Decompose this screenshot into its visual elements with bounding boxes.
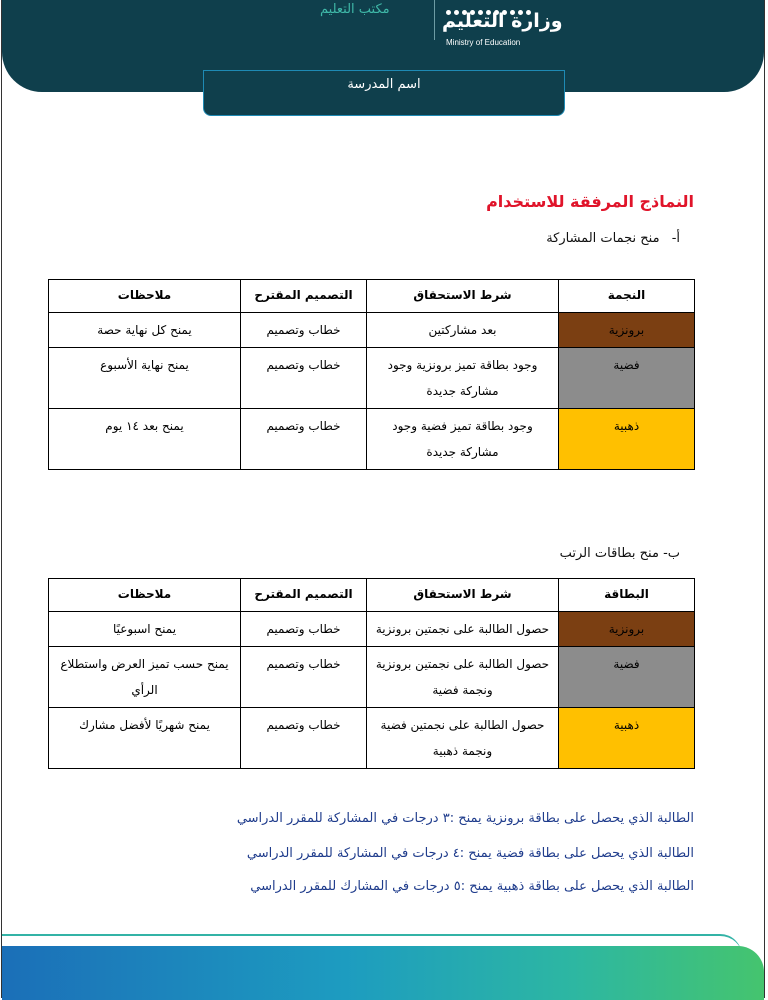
section-a-heading xyxy=(546,231,680,246)
header-cell: شرط الاستحقاق xyxy=(367,579,559,612)
condition-cell: بعد مشاركتين xyxy=(367,313,559,348)
level-cell-bronze: برونزية xyxy=(559,313,695,348)
table-row xyxy=(49,348,695,409)
header-cell: ملاحظات xyxy=(49,579,241,612)
design-cell: خطاب وتصميم xyxy=(241,708,367,769)
header-cell: التصميم المقترح xyxy=(241,280,367,313)
design-cell: خطاب وتصميم xyxy=(241,612,367,647)
ministry-logo-english: Ministry of Education xyxy=(446,38,521,47)
notes-cell: يمنح بعد ١٤ يوم xyxy=(49,409,241,470)
level-cell-silver: فضية xyxy=(559,348,695,409)
notes-cell: يمنح نهاية الأسبوع xyxy=(49,348,241,409)
condition-cell: وجود بطاقة تميز فضية وجود مشاركة جديدة xyxy=(367,409,559,470)
grade-note-gold: الطالبة الذي يحصل على بطاقة ذهبية يمنح :٥ درجات في المشارك للمقرر الدراسي xyxy=(250,879,694,894)
header-cell: شرط الاستحقاق xyxy=(367,280,559,313)
design-cell: خطاب وتصميم xyxy=(241,409,367,470)
header-cell: البطاقة xyxy=(559,579,695,612)
notes-cell: يمنح حسب تميز العرض واستطلاع الرأي xyxy=(49,647,241,708)
logo-divider xyxy=(434,0,435,40)
table-row xyxy=(49,612,695,647)
grade-note-bronze: الطالبة الذي يحصل على بطاقة برونزية يمنح :٣ درجات في المشاركة للمقرر الدراسي xyxy=(236,811,694,826)
table-header-row xyxy=(49,579,695,612)
section-a-title: منح نجمات المشاركة xyxy=(546,231,660,246)
department-name: مكتب التعليم xyxy=(320,2,390,17)
ministry-logo-text: وزارة التعليم xyxy=(442,10,563,32)
page-title: النماذج المرفقة للاستخدام xyxy=(486,192,694,211)
school-name-box xyxy=(203,70,565,116)
notes-cell: يمنح اسبوعيًا xyxy=(49,612,241,647)
cards-table xyxy=(48,578,695,769)
level-cell-bronze: برونزية xyxy=(559,612,695,647)
logo-dots-icon xyxy=(446,0,538,6)
notes-cell: يمنح شهريًا لأفضل مشارك xyxy=(49,708,241,769)
notes-cell: يمنح كل نهاية حصة xyxy=(49,313,241,348)
header-cell: النجمة xyxy=(559,280,695,313)
table-header-row xyxy=(49,280,695,313)
header-cell: ملاحظات xyxy=(49,280,241,313)
table-row xyxy=(49,409,695,470)
design-cell: خطاب وتصميم xyxy=(241,348,367,409)
condition-cell: حصول الطالبة على نجمتين برونزية xyxy=(367,612,559,647)
table-row xyxy=(49,313,695,348)
footer-band xyxy=(2,946,764,1000)
design-cell: خطاب وتصميم xyxy=(241,313,367,348)
condition-cell: حصول الطالبة على نجمتين برونزية ونجمة فضية xyxy=(367,647,559,708)
level-cell-silver: فضية xyxy=(559,647,695,708)
section-b-heading: ب- منح بطاقات الرتب xyxy=(559,546,680,561)
design-cell: خطاب وتصميم xyxy=(241,647,367,708)
level-cell-gold: ذهبية xyxy=(559,409,695,470)
condition-cell: وجود بطاقة تميز برونزية وجود مشاركة جديدة xyxy=(367,348,559,409)
stars-table xyxy=(48,279,695,470)
school-name-label: اسم المدرسة xyxy=(347,77,421,92)
condition-cell: حصول الطالبة على نجمتين فضية ونجمة ذهبية xyxy=(367,708,559,769)
section-a-letter: أ- xyxy=(671,231,680,246)
grade-note-silver: الطالبة الذي يحصل على بطاقة فضية يمنح :٤ درجات في المشاركة للمقرر الدراسي xyxy=(246,846,694,861)
level-cell-gold: ذهبية xyxy=(559,708,695,769)
header-cell: التصميم المقترح xyxy=(241,579,367,612)
table-row xyxy=(49,647,695,708)
table-row xyxy=(49,708,695,769)
